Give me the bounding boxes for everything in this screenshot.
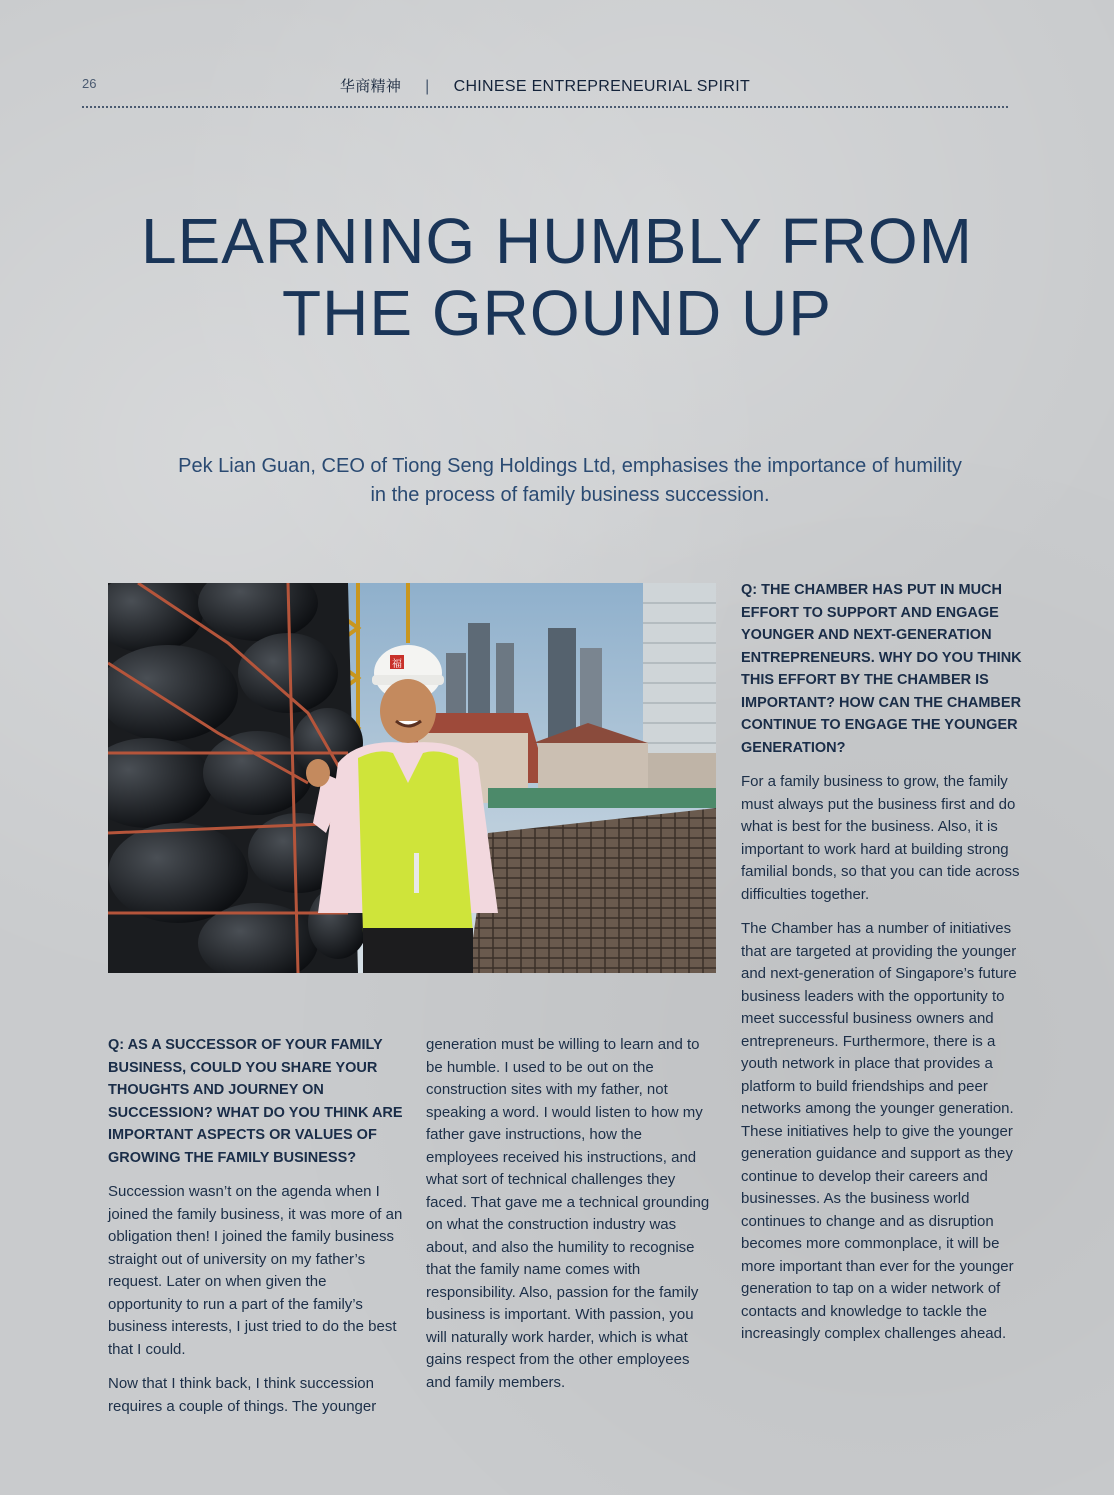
question-chamber: Q: THE CHAMBER HAS PUT IN MUCH EFFORT TO SUPPORT AND ENGAGE YOUNGER AND NEXT-GENERATION ENTREPRENEURS. WHY DO YOU THINK THIS EFFORT BY THE CHAMBER IS IMPORTANT? HOW CAN THE CHAMBER CONTINUE TO ENGAGE THE YOUNGER GENERATION? — [741, 582, 1022, 756]
page-number: 26 — [82, 76, 97, 91]
answer-paragraph: generation must be willing to learn and to be humble. I used to be out on the construction sites with my father, not speaking a word. I would listen to how my father gave instructions, how the employees received his instructions, and what sort of technical challenges they faced. That gave me a technical grounding on what the construction industry was about, and also the humility to recognise that the family name comes with responsibility. Also, passion for the family business is important. With passion, you will naturally work harder, which is what gains respect from the other employees and family members. — [426, 1036, 710, 1391]
answer-paragraph: For a family business to grow, the family must always put the business first and do what is best for the business. Also, it is important to work hard at building strong familial bonds, so that you can tide across difficulties together. — [741, 773, 1020, 903]
subtitle-line-1: Pek Lian Guan, CEO of Tiong Seng Holdings Ltd, emphasises the importance of humility — [178, 455, 962, 477]
construction-site-photo — [108, 583, 716, 973]
answer-paragraph: The Chamber has a number of initiatives that are targeted at providing the younger and next-generation of Singapore’s future business leaders with the opportunity to meet successful business owners and entrepreneurs. Furthermore, there is a youth network in place that provides a platform to build friendships and peer networks among the younger generation. These initiatives help to give the younger generation guidance and support as they continue to develop their careers and businesses. As the business world continues to change and as disruption becomes more commonplace, it will be more important than ever for the younger generation to tap on a wider network of contacts and knowledge to tackle the increasingly complex challenges ahead. — [741, 920, 1017, 1342]
article-subtitle — [110, 452, 1030, 510]
section-separator: | — [425, 78, 430, 95]
page-header — [82, 72, 1008, 108]
question-succession: Q: AS A SUCCESSOR OF YOUR FAMILY BUSINESS, COULD YOU SHARE YOUR THOUGHTS AND JOURNEY ON SUCCESSION? WHAT DO YOU THINK ARE IMPORTANT ASPECTS OR VALUES OF GROWING THE FAMILY BUSINESS? — [108, 1037, 403, 1166]
section-title-chinese: 华商精神 — [339, 77, 402, 95]
column-middle — [426, 1034, 716, 1406]
answer-paragraph: Now that I think back, I think succession requires a couple of things. The younger — [108, 1375, 377, 1415]
answer-paragraph: Succession wasn’t on the agenda when I joined the family business, it was more of an obligation then! I joined the family business straight out of university on my father’s request. Later on when given the opportunity to run a part of the family’s business interests, I just tried to do the best that I could. — [108, 1183, 403, 1358]
subtitle-line-2: in the process of family business succession. — [370, 484, 770, 506]
column-left — [108, 1034, 403, 1430]
article-photo — [108, 583, 716, 973]
section-title-english: CHINESE ENTREPRENEURIAL SPIRIT — [453, 78, 751, 95]
title-line-2: THE GROUND UP — [282, 277, 832, 349]
column-right — [741, 579, 1033, 1358]
helmet-badge: 福 — [392, 659, 402, 670]
section-title — [82, 75, 1008, 96]
article-title — [0, 205, 1114, 349]
title-line-1: LEARNING HUMBLY FROM — [141, 205, 973, 277]
